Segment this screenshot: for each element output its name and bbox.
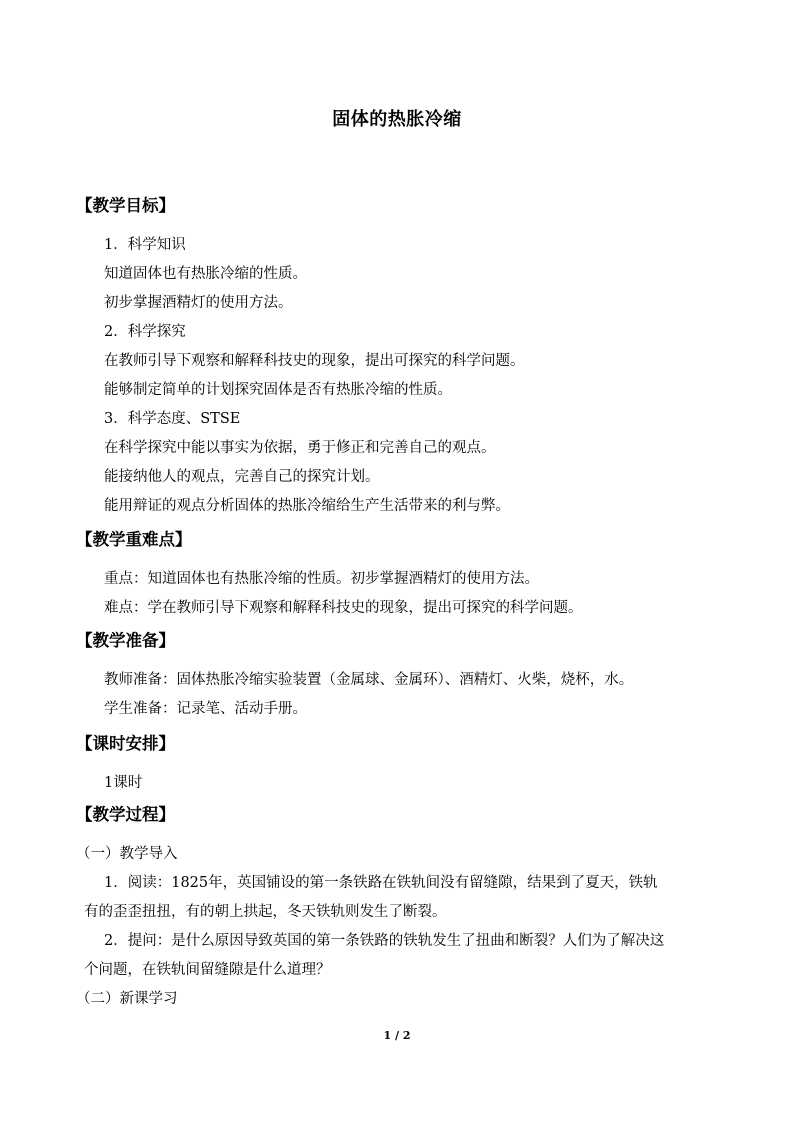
section-heading-key-points: 【教学重难点】 bbox=[76, 530, 192, 549]
objective-item: 知道固体也有热胀冷缩的性质。 bbox=[104, 266, 307, 282]
schedule-item: 1课时 bbox=[104, 775, 143, 791]
objective-item: 在教师引导下观察和解释科技史的现象，提出可探究的科学问题。 bbox=[104, 353, 525, 369]
objective-item: 能用辩证的观点分析固体的热胀冷缩给生产生活带来的利与弊。 bbox=[104, 498, 510, 514]
objective-item: 1．科学知识 bbox=[104, 237, 186, 253]
process-paragraph-ask: 2．提问：是什么原因导致英国的第一条铁路的铁轨发生了扭曲和断裂？人们为了解决这 bbox=[104, 933, 665, 949]
key-point-item: 重点：知道固体也有热胀冷缩的性质。初步掌握酒精灯的使用方法。 bbox=[104, 571, 539, 587]
objective-item: 能接纳他人的观点，完善自己的探究计划。 bbox=[104, 469, 380, 485]
objective-item: 在科学探究中能以事实为依据，勇于修正和完善自己的观点。 bbox=[104, 440, 496, 456]
process-paragraph-ask-cont: 个问题，在铁轨间留缝隙是什么道理？ bbox=[84, 962, 331, 978]
objective-item: 2．科学探究 bbox=[104, 324, 186, 340]
section-heading-objectives: 【教学目标】 bbox=[76, 196, 175, 215]
process-paragraph-read: 1．阅读：1825年，英国铺设的第一条铁路在铁轨间没有留缝隙，结果到了夏天，铁轨 bbox=[104, 875, 658, 891]
process-subheading-new: （二）新课学习 bbox=[76, 991, 178, 1007]
key-point-item: 难点：学在教师引导下观察和解释科技史的现象，提出可探究的科学问题。 bbox=[104, 600, 583, 616]
preparation-item: 教师准备：固体热胀冷缩实验装置（金属球、金属环）、酒精灯、火柴，烧杯，水。 bbox=[104, 672, 634, 688]
preparation-item: 学生准备：记录笔、活动手册。 bbox=[104, 701, 307, 717]
process-paragraph-read-cont: 有的歪歪扭扭，有的朝上拱起，冬天铁轨则发生了断裂。 bbox=[84, 904, 447, 920]
section-heading-preparation: 【教学准备】 bbox=[76, 631, 175, 650]
objective-item: 能够制定简单的计划探究固体是否有热胀冷缩的性质。 bbox=[104, 382, 452, 398]
page-number: 1 / 2 bbox=[383, 1029, 411, 1042]
document-title: 固体的热胀冷缩 bbox=[332, 109, 462, 130]
process-subheading-intro: （一）教学导入 bbox=[76, 846, 178, 862]
objective-item: 3．科学态度、STSE bbox=[104, 411, 241, 427]
section-heading-schedule: 【课时安排】 bbox=[76, 734, 175, 753]
objective-item: 初步掌握酒精灯的使用方法。 bbox=[104, 295, 293, 311]
section-heading-process: 【教学过程】 bbox=[76, 805, 175, 824]
